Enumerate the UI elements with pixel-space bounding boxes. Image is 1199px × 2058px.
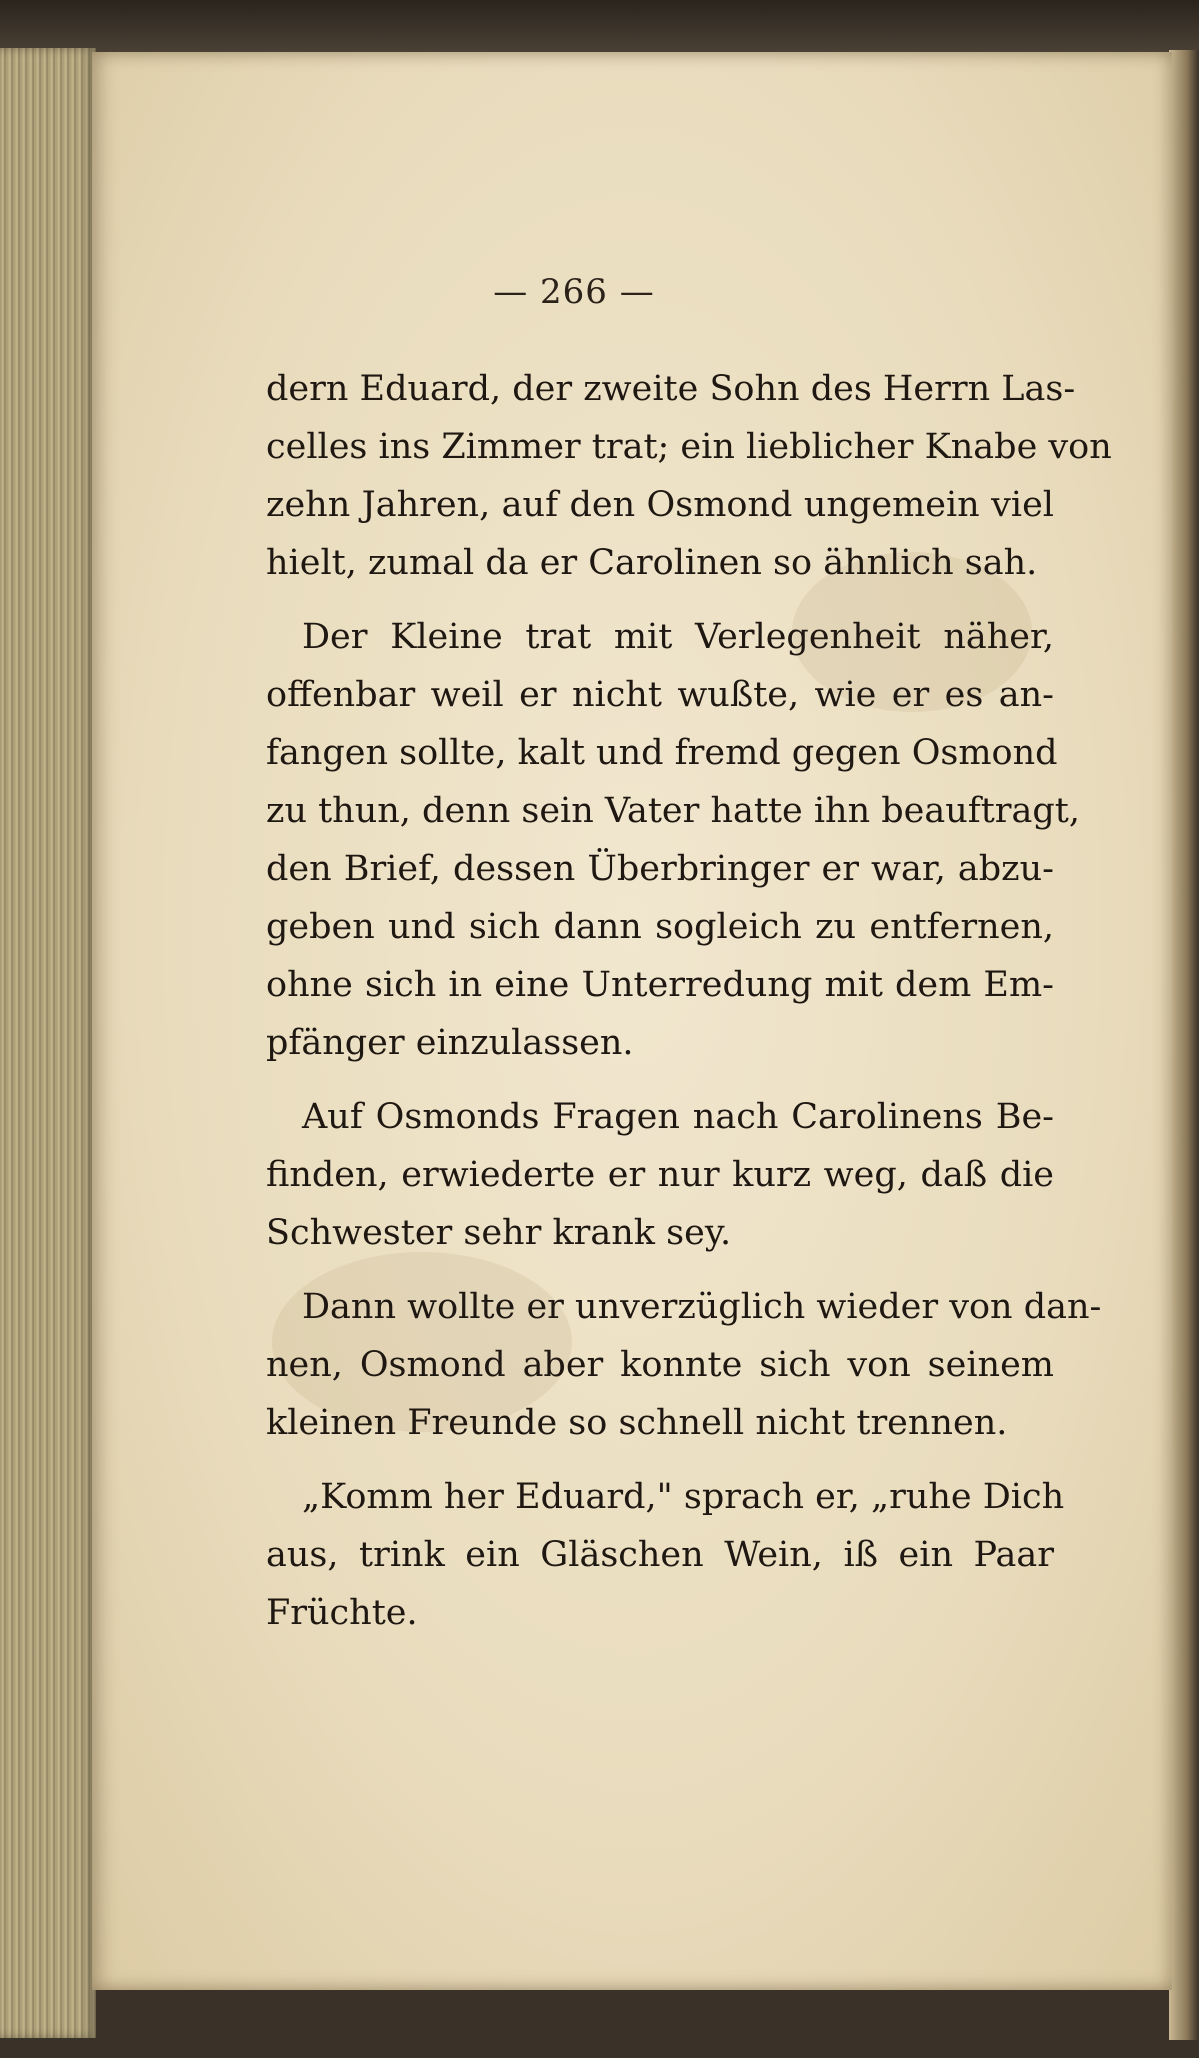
- text-line: celles ins Zimmer trat; ein lieblicher Knabe von: [266, 427, 1112, 467]
- paragraph: [266, 1088, 1054, 1262]
- text-line: „Komm her Eduard," sprach er, „ruhe Dich: [302, 1477, 1065, 1517]
- page-edges: [0, 48, 96, 2038]
- text-line: kleinen Freunde so schnell nicht trennen.: [266, 1403, 1008, 1443]
- book-cover-top: [0, 0, 1199, 52]
- paragraph: [266, 1278, 1102, 1452]
- text-line: zehn Jahren, auf den Osmond ungemein viel: [266, 485, 1054, 525]
- text-line: finden, erwiederte er nur kurz weg, daß die: [266, 1155, 1054, 1195]
- paragraph: [266, 1468, 1065, 1642]
- text-line: pfänger einzulassen.: [266, 1023, 634, 1063]
- body-text: [266, 360, 1112, 1658]
- text-line: hielt, zumal da er Carolinen so ähnlich sah.: [266, 543, 1038, 583]
- page-number: — 266 —: [493, 272, 655, 312]
- text-line: ohne sich in eine Unterredung mit dem Em-: [266, 965, 1054, 1005]
- text-line: Dann wollte er unverzüglich wieder von dan-: [302, 1287, 1102, 1327]
- text-line: aus, trink ein Gläschen Wein, iß ein Paar: [266, 1535, 1054, 1575]
- paragraph: [266, 360, 1112, 592]
- text-line: den Brief, dessen Überbringer er war, abzu-: [266, 849, 1054, 889]
- text-line: nen, Osmond aber konnte sich von seinem: [266, 1345, 1054, 1385]
- text-line: Früchte.: [266, 1593, 418, 1633]
- paragraph: [266, 608, 1080, 1072]
- text-line: Der Kleine trat mit Verlegenheit näher,: [302, 617, 1054, 657]
- text-line: geben und sich dann sogleich zu entfernen,: [266, 907, 1054, 947]
- text-line: Schwester sehr krank sey.: [266, 1213, 732, 1253]
- text-line: fangen sollte, kalt und fremd gegen Osmond: [266, 733, 1058, 773]
- text-line: Auf Osmonds Fragen nach Carolinens Be-: [302, 1097, 1054, 1137]
- text-line: dern Eduard, der zweite Sohn des Herrn Las-: [266, 369, 1076, 409]
- text-line: zu thun, denn sein Vater hatte ihn beauftragt,: [266, 791, 1080, 831]
- text-line: offenbar weil er nicht wußte, wie er es an-: [266, 675, 1054, 715]
- book-right-edge: [1169, 50, 1199, 2040]
